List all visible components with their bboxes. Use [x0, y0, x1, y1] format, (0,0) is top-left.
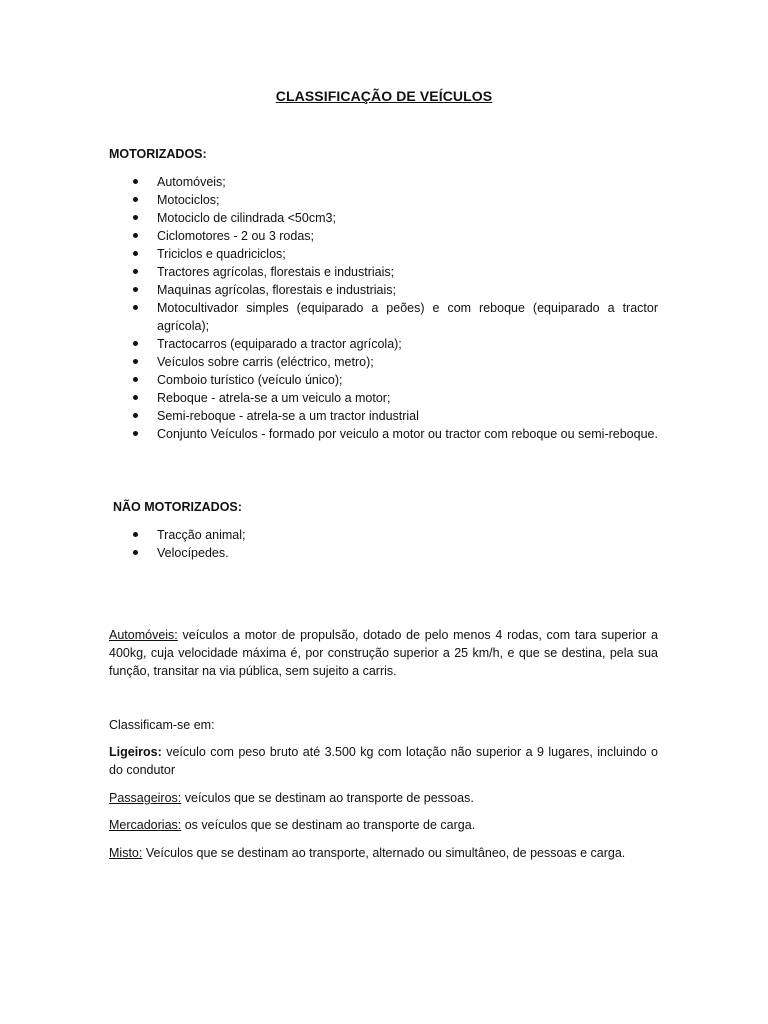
passageiros-text: veículos que se destinam ao transporte de pessoas.	[181, 791, 474, 805]
list-item: Conjunto Veículos - formado por veiculo a motor ou tractor com reboque ou semi-reboque.	[131, 425, 658, 443]
list-item: Motociclos;	[131, 191, 658, 209]
misto-term: Misto:	[109, 846, 143, 860]
misto-text: Veículos que se destinam ao transporte, alternado ou simultâneo, de pessoas e carga.	[142, 846, 626, 860]
list-item: Ciclomotores - 2 ou 3 rodas;	[131, 227, 658, 245]
list-item: Automóveis;	[131, 173, 658, 191]
mercadorias-term: Mercadorias:	[109, 818, 182, 832]
list-item: Motociclo de cilindrada <50cm3;	[131, 209, 658, 227]
misto-definition	[109, 844, 658, 862]
mercadorias-text: os veículos que se destinam ao transporte de carga.	[181, 818, 476, 832]
automoveis-text: veículos a motor de propulsão, dotado de pelo menos 4 rodas, com tara superior a 400kg, cuja velocidade máxima é, por construção superior a 25 km/h, e que se destina, pela sua função, transitar na via pública, sem sujeito a carris.	[109, 628, 658, 678]
list-item: Semi-reboque - atrela-se a um tractor industrial	[131, 407, 658, 425]
list-item: Maquinas agrícolas, florestais e industriais;	[131, 281, 658, 299]
list-item: Tractores agrícolas, florestais e industriais;	[131, 263, 658, 281]
classificam-label: Classificam-se em:	[109, 718, 215, 732]
list-item: Triciclos e quadriciclos;	[131, 245, 658, 263]
ligeiros-term: Ligeiros:	[109, 745, 162, 759]
ligeiros-definition	[109, 743, 658, 779]
list-item: Reboque - atrela-se a um veiculo a motor;	[131, 389, 658, 407]
list-item: Velocípedes.	[131, 544, 658, 562]
list-item: Veículos sobre carris (eléctrico, metro);	[131, 353, 658, 371]
ligeiros-text: veículo com peso bruto até 3.500 kg com lotação não superior a 9 lugares, incluindo o do condutor	[109, 745, 658, 777]
list-item: Tractocarros (equiparado a tractor agrícola);	[131, 335, 658, 353]
passageiros-term: Passageiros:	[109, 791, 182, 805]
motorizados-heading: MOTORIZADOS:	[109, 147, 207, 161]
nao-motorizados-heading: NÃO MOTORIZADOS:	[113, 500, 242, 514]
automoveis-term: Automóveis:	[109, 628, 178, 642]
nao-motorizados-list	[131, 526, 658, 562]
passageiros-definition	[109, 789, 658, 807]
motorizados-list	[131, 173, 658, 443]
automoveis-definition	[109, 626, 658, 680]
list-item: Tracção animal;	[131, 526, 658, 544]
list-item: Comboio turístico (veículo único);	[131, 371, 658, 389]
list-item: Motocultivador simples (equiparado a peões) e com reboque (equiparado a tractor agrícola);	[131, 299, 658, 335]
page-title: CLASSIFICAÇÃO DE VEÍCULOS	[275, 88, 493, 104]
mercadorias-definition	[109, 816, 658, 834]
